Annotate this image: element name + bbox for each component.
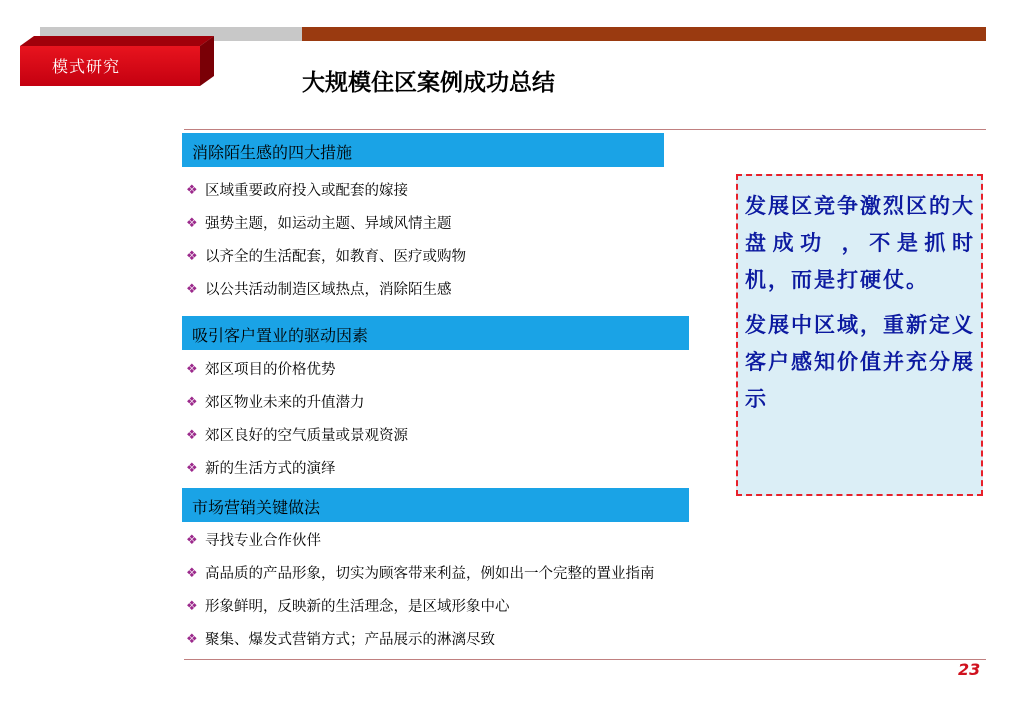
list-item: ❖ 强势主题，如运动主题、异域风情主题 bbox=[186, 216, 452, 232]
list-item: ❖ 高品质的产品形象，切实为顾客带来利益，例如出一个完整的置业指南 bbox=[186, 566, 655, 582]
list-item: ❖ 区域重要政府投入或配套的嫁接 bbox=[186, 183, 408, 199]
diamond-bullet-icon: ❖ bbox=[186, 216, 198, 231]
list-item: ❖ 郊区良好的空气质量或景观资源 bbox=[186, 428, 408, 444]
list-item: ❖ 新的生活方式的演绎 bbox=[186, 461, 336, 477]
diamond-bullet-icon: ❖ bbox=[186, 533, 198, 548]
header-brown-bar bbox=[302, 27, 986, 41]
section-header-2: 吸引客户置业的驱动因素 bbox=[182, 316, 689, 350]
badge-top-face bbox=[20, 36, 214, 46]
diamond-bullet-icon: ❖ bbox=[186, 249, 198, 264]
diamond-bullet-icon: ❖ bbox=[186, 395, 198, 410]
diamond-bullet-icon: ❖ bbox=[186, 461, 198, 476]
badge-label: 模式研究 bbox=[52, 57, 121, 76]
section-badge bbox=[20, 36, 214, 86]
callout-paragraph-1: 发展区竞争激烈区的大盘成功 ，不是抓时机，而是打硬仗。 bbox=[745, 194, 975, 292]
diamond-bullet-icon: ❖ bbox=[186, 428, 198, 443]
top-divider bbox=[184, 129, 986, 130]
section-list-2 bbox=[186, 360, 408, 492]
callout-paragraph-2: 发展中区域，重新定义客户感知价值并充分展示 bbox=[745, 313, 975, 411]
diamond-bullet-icon: ❖ bbox=[186, 632, 198, 647]
page-title: 大规模住区案例成功总结 bbox=[302, 70, 555, 96]
list-item: ❖ 以公共活动制造区域热点，消除陌生感 bbox=[186, 282, 452, 298]
section-list-3 bbox=[186, 531, 655, 663]
diamond-bullet-icon: ❖ bbox=[186, 599, 198, 614]
diamond-bullet-icon: ❖ bbox=[186, 183, 198, 198]
list-item: ❖ 以齐全的生活配套，如教育、医疗或购物 bbox=[186, 249, 466, 265]
diamond-bullet-icon: ❖ bbox=[186, 362, 198, 377]
section-header-3: 市场营销关键做法 bbox=[182, 488, 689, 522]
page-number: 23 bbox=[958, 660, 981, 679]
list-item: ❖ 形象鲜明，反映新的生活理念，是区域形象中心 bbox=[186, 599, 510, 615]
list-item: ❖ 郊区项目的价格优势 bbox=[186, 362, 336, 378]
summary-callout bbox=[736, 174, 983, 496]
diamond-bullet-icon: ❖ bbox=[186, 566, 198, 581]
section-header-1: 消除陌生感的四大措施 bbox=[182, 133, 664, 167]
section-list-1 bbox=[186, 181, 466, 313]
bottom-divider bbox=[184, 659, 986, 660]
list-item: ❖ 聚集、爆发式营销方式；产品展示的淋漓尽致 bbox=[186, 632, 495, 648]
list-item: ❖ 寻找专业合作伙伴 bbox=[186, 533, 321, 549]
diamond-bullet-icon: ❖ bbox=[186, 282, 198, 297]
list-item: ❖ 郊区物业未来的升值潜力 bbox=[186, 395, 365, 411]
